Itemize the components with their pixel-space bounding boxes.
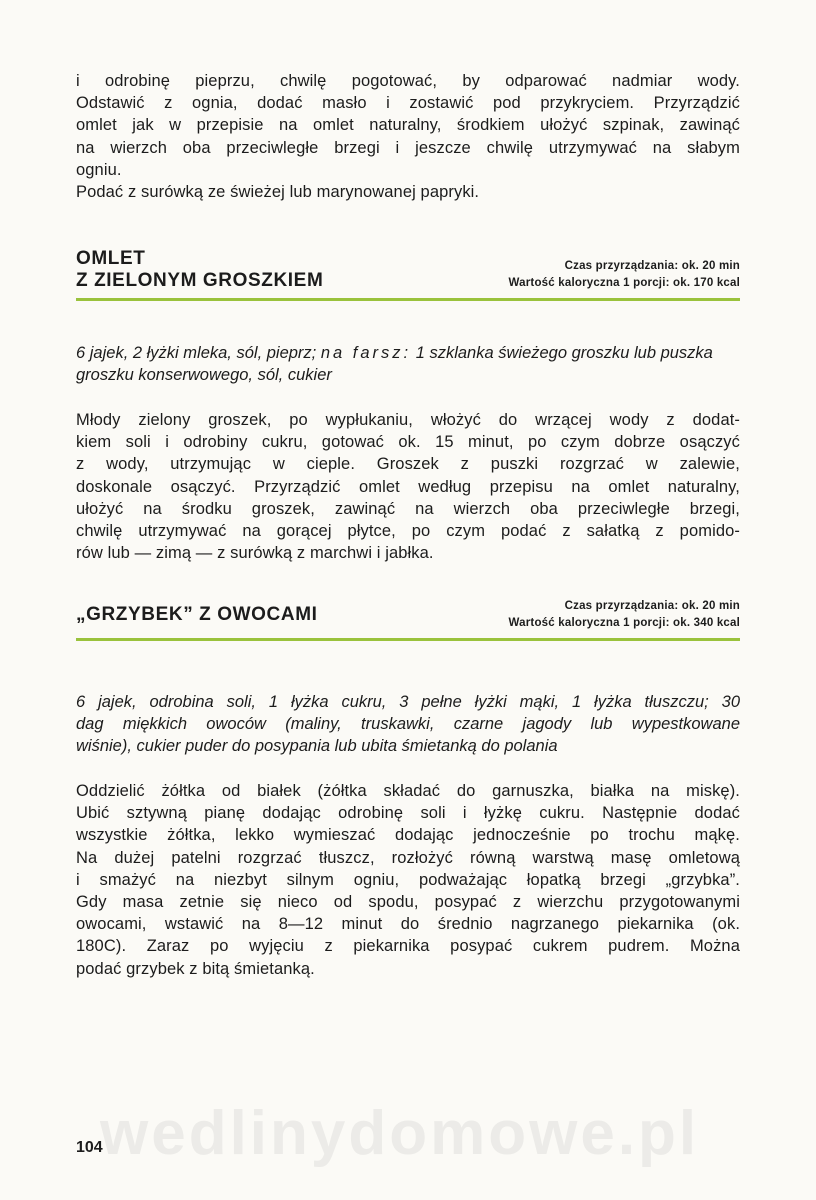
recipe-method <box>76 780 740 980</box>
ingredients-subheading: na farsz: <box>320 344 412 362</box>
calorie-value: Wartość kaloryczna 1 porcji: ok. 340 kcal <box>508 617 740 629</box>
recipe-meta <box>509 598 740 632</box>
text-line: dag miękkich owoców (maliny, truskawki, czarne jagody lub wypestkowane <box>76 715 740 734</box>
recipe-grzybek-owoce <box>76 598 740 641</box>
text-line: 6 jajek, odrobina soli, 1 łyżka cukru, 3 pełne łyżki mąki, 1 łyżka tłuszczu; 30 <box>76 693 740 711</box>
recipe-header <box>76 598 740 632</box>
text-line: rów lub — zimą — z surówką z marchwi i jabłka. <box>76 544 434 563</box>
text-line: 180C). Zaraz po wyjęciu z piekarnika posypać cukrem pudrem. Można <box>76 937 740 956</box>
section-divider <box>76 638 740 641</box>
recipe-meta <box>509 258 740 292</box>
text-line: omlet jak w przepisie na omlet naturalny, środkiem ułożyć szpinak, zawinąć <box>76 116 740 135</box>
recipe-omlet-groszek <box>76 248 740 301</box>
recipe-title <box>76 604 318 632</box>
recipe-header <box>76 248 740 292</box>
recipe-title-line: Z ZIELONYM GROSZKIEM <box>76 270 324 291</box>
prep-time: Czas przyrządzania: ok. 20 min <box>564 600 740 612</box>
text-line: ułożyć na środku groszek, zawinąć na wierzch oba przeciwległe brzegi, <box>76 499 740 518</box>
section-divider <box>76 298 740 301</box>
calorie-value: Wartość kaloryczna 1 porcji: ok. 170 kcal <box>508 277 740 289</box>
text-line: Młody zielony groszek, po wypłukaniu, włożyć do wrzącej wody z dodat- <box>76 411 740 429</box>
prep-time: Czas przyrządzania: ok. 20 min <box>564 260 740 272</box>
ingredients-list <box>76 691 740 758</box>
text-line: kiem soli i odrobiny cukru, gotować ok. 15 minut, po czym dobrze osączyć <box>76 433 740 452</box>
recipe-title <box>76 248 323 292</box>
text-line: Odstawić z ognia, dodać masło i zostawić pod przykryciem. Przyrządzić <box>76 94 740 113</box>
cookbook-page <box>76 70 740 1190</box>
text-line: i odrobinę pieprzu, chwilę pogotować, by odparować nadmiar wody. <box>76 72 740 90</box>
text-line: wszystkie żółtka, lekko wymieszać dodając jednocześnie po trochu mąkę. <box>76 826 740 845</box>
ingredients-list <box>76 342 740 386</box>
ingredients-text: 1 szklanka świeżego groszku lub puszka groszku konserwowego, sól, cukier <box>76 344 713 385</box>
recipe-title-line: „GRZYBEK” Z OWOCAMI <box>76 604 318 625</box>
text-line: Oddzielić żółtka od białek (żółtka składać do garnuszka, białka na miskę). <box>76 782 740 800</box>
text-line: na wierzch oba przeciwległe brzegi i jeszcze chwilę utrzymywać na słabym <box>76 138 740 157</box>
text-line: podać grzybek z bitą śmietanką. <box>76 959 315 978</box>
recipe-method <box>76 409 740 564</box>
ingredients-text: 6 jajek, 2 łyżki mleka, sól, pieprz; <box>76 344 321 362</box>
text-line: owocami, wstawić na 8—12 minut do średnio nagrzanego piekarnika (ok. <box>76 915 740 934</box>
text-line: wiśnie), cukier puder do posypania lub ubita śmietanką do polania <box>76 737 558 756</box>
text-line: i smażyć na niezbyt silnym ogniu, podważając łopatką brzegi „grzybka”. <box>76 870 740 889</box>
text-line: Na dużej patelni rozgrzać tłuszcz, rozłożyć równą warstwą masę omletową <box>76 848 740 867</box>
serving-suggestion: Podać z surówką ze świeżej lub marynowanej papryki. <box>76 183 480 202</box>
page-number: 104 <box>76 1139 103 1156</box>
text-line: doskonale osączyć. Przyrządzić omlet według przepisu na omlet naturalny, <box>76 477 740 496</box>
text-line: Gdy masa zetnie się nieco od spodu, posypać z wierzchu przygotowanymi <box>76 893 740 912</box>
text-line: ogniu. <box>76 160 122 179</box>
watermark: wedlinydomowe.pl <box>100 1099 700 1168</box>
text-line: chwilę utrzymywać na gorącej płytce, po czym podać z sałatką z pomido- <box>76 522 740 541</box>
text-line: Ubić sztywną pianę dodając odrobinę soli i łyżkę cukru. Następnie dodać <box>76 804 740 823</box>
recipe-title-line: OMLET <box>76 248 146 269</box>
intro-text <box>76 70 740 203</box>
text-line: z wody, utrzymując w cieple. Groszek z puszki rozgrzać w zalewie, <box>76 455 740 474</box>
